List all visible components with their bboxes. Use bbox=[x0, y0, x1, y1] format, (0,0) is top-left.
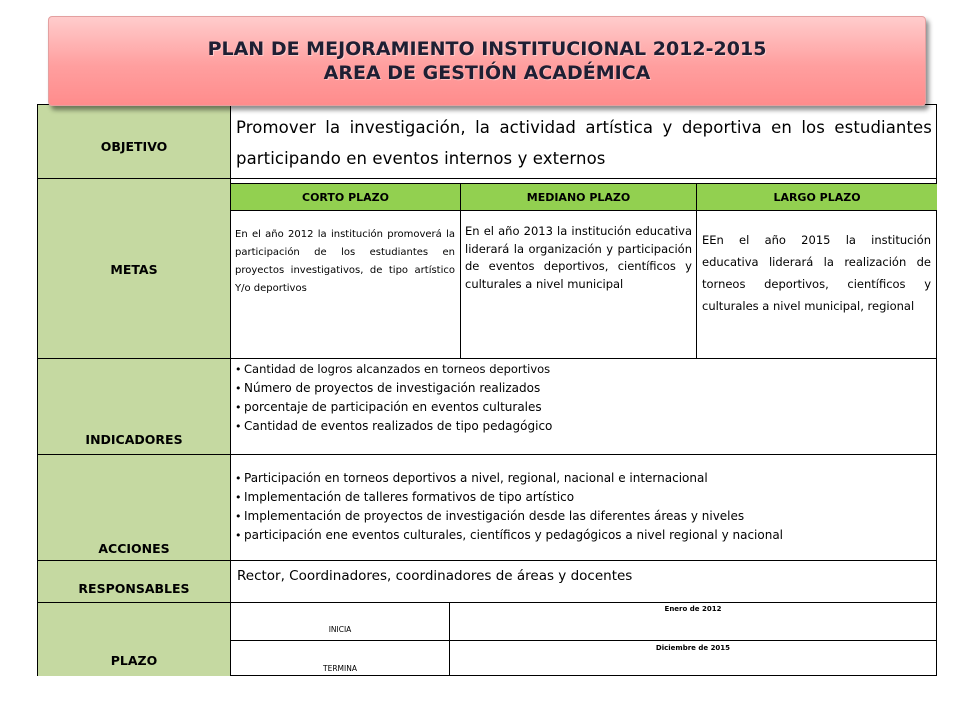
termina-label: TERMINA bbox=[323, 664, 357, 673]
row-divider bbox=[231, 210, 937, 211]
row-divider bbox=[38, 454, 936, 455]
mediano-plazo-header: MEDIANO PLAZO bbox=[526, 190, 631, 204]
list-item: • porcentaje de participación en eventos culturales bbox=[235, 398, 925, 417]
list-item: • Cantidad de eventos realizados de tipo pedagógico bbox=[235, 417, 925, 436]
list-item: • Cantidad de logros alcanzados en torneos deportivos bbox=[235, 360, 925, 379]
acciones-list bbox=[235, 469, 930, 545]
inicia-label: INICIA bbox=[328, 625, 352, 634]
inicia-value: Enero de 2012 bbox=[664, 605, 722, 613]
row-divider bbox=[38, 358, 936, 359]
plan-title: PLAN DE MEJORAMIENTO INSTITUCIONAL 2012-2015 bbox=[207, 38, 767, 60]
corto-plazo-meta: En el año 2012 la institución promoverá la participación de los estudiantes en proyectos investigativos, de tipo artístico Y/o deportivos bbox=[235, 229, 455, 294]
plazo-label: PLAZO bbox=[110, 653, 158, 668]
metas-label: METAS bbox=[110, 262, 158, 277]
title-banner bbox=[48, 16, 926, 106]
list-item: • Número de proyectos de investigación realizados bbox=[235, 379, 925, 398]
row-divider bbox=[38, 178, 936, 179]
responsables-label: RESPONSABLES bbox=[78, 581, 190, 596]
list-item: • Implementación de talleres formativos de tipo artístico bbox=[235, 488, 930, 507]
list-item: • Implementación de proyectos de investigación desde las diferentes áreas y niveles bbox=[235, 507, 930, 526]
largo-plazo-meta: EEn el año 2015 la institución educativa liderará la realización de torneos deportivos, científicos y culturales a nivel municipal, regional bbox=[702, 233, 931, 313]
termina-value: Diciembre de 2015 bbox=[655, 644, 731, 652]
objetivo-label: OBJETIVO bbox=[100, 139, 168, 154]
row-divider bbox=[38, 602, 936, 603]
col-divider bbox=[449, 602, 450, 676]
list-item: • Participación en torneos deportivos a nivel, regional, nacional e internacional bbox=[235, 469, 930, 488]
corto-plazo-header: CORTO PLAZO bbox=[302, 190, 389, 204]
largo-plazo-header: LARGO PLAZO bbox=[773, 190, 861, 204]
acciones-label: ACCIONES bbox=[98, 541, 170, 556]
list-item: • participación ene eventos culturales, científicos y pedagógicos a nivel regional y nacional bbox=[235, 526, 930, 545]
responsables-text: Rector, Coordinadores, coordinadores de áreas y docentes bbox=[237, 568, 633, 584]
row-divider bbox=[38, 560, 936, 561]
indicadores-label: INDICADORES bbox=[85, 432, 183, 447]
area-subtitle: AREA DE GESTIÓN ACADÉMICA bbox=[323, 62, 651, 84]
plan-table bbox=[37, 104, 937, 676]
mediano-plazo-meta: En el año 2013 la institución educativa liderará la organización y participación de eventos deportivos, científicos y culturales a nivel municipal bbox=[465, 224, 692, 291]
objetivo-text: Promover la investigación, la actividad artística y deportiva en los estudiantes participando en eventos internos y externos bbox=[236, 118, 932, 168]
indicadores-list bbox=[235, 360, 925, 436]
row-divider bbox=[231, 640, 937, 641]
